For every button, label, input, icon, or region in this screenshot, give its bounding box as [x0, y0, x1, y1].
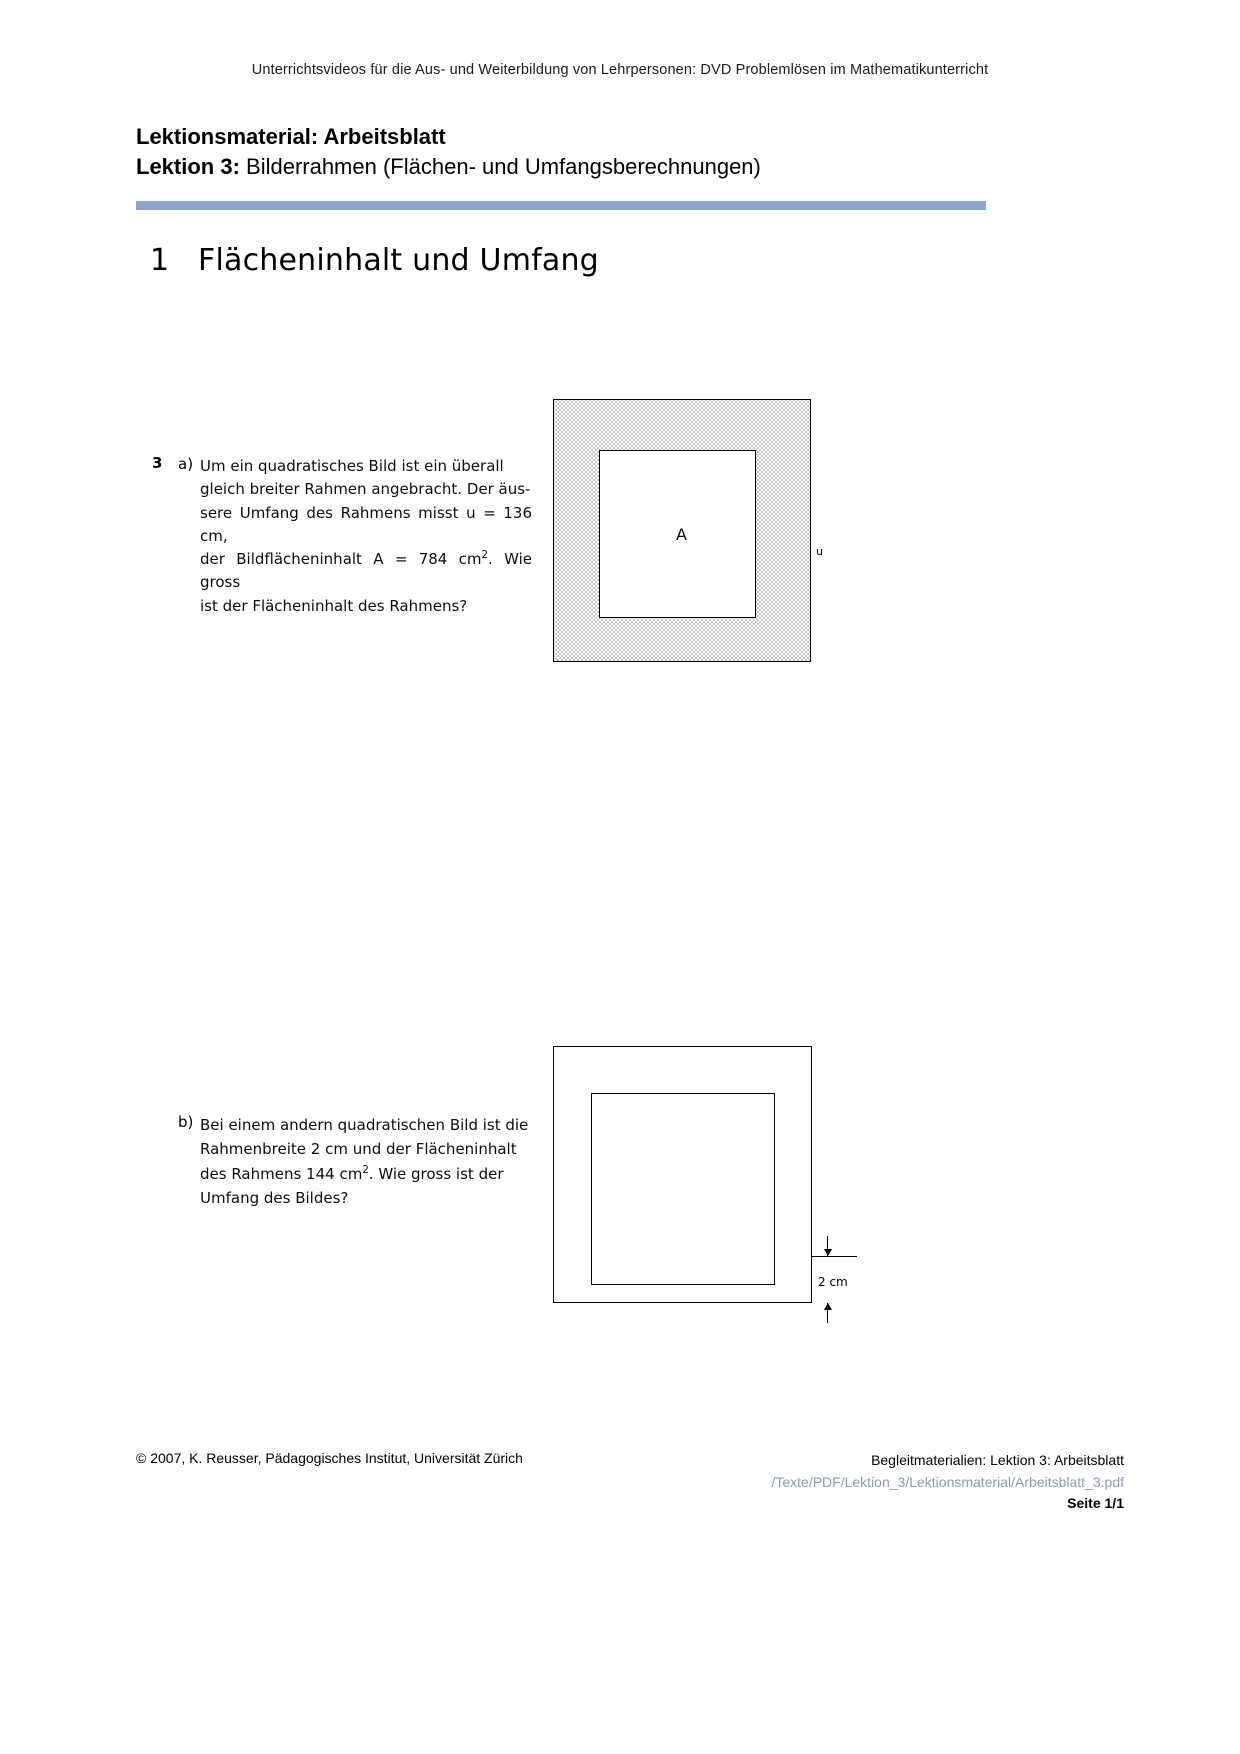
task-b-line-4: Umfang des Bildes?: [200, 1188, 349, 1207]
lesson-label: Lektion 3:: [136, 153, 240, 179]
figure-b-dimension-label: 2 cm: [818, 1275, 848, 1289]
footer-page-number: Seite 1/1: [1067, 1495, 1124, 1512]
task-a-line-5: ist der Flächeninhalt des Rahmens?: [200, 596, 468, 615]
task-a-line-1: Um ein quadratisches Bild ist ein überall: [200, 457, 504, 475]
task-letter-b: b): [178, 1113, 194, 1131]
footer-material-line: Begleitmaterialien: Lektion 3: Arbeitsblatt: [871, 1452, 1124, 1468]
figure-b-arrow-up-icon: [827, 1303, 828, 1323]
figure-a-area-label: A: [676, 525, 687, 544]
task-b-line-3: des Rahmens 144 $cm^2$. Wie gross ist der: [200, 1164, 504, 1183]
footer-right: [771, 1450, 1124, 1515]
lesson-topic: Bilderrahmen (Flächen- und Umfangsberechnungen): [239, 153, 761, 179]
task-a-text: [200, 455, 532, 618]
section-title: Flächeninhalt und Umfang: [198, 243, 599, 278]
task-a-line-4: der Bildflächeninhalt A = 784 $cm^2$. Wie gross: [200, 550, 532, 592]
title-block: [136, 122, 1036, 181]
figure-a-perimeter-label: u: [816, 545, 823, 558]
figure-b-arrow-down-icon: [827, 1236, 828, 1256]
task-b-line-1: Bei einem andern quadratischen Bild ist die: [200, 1116, 529, 1134]
figure-b-picture: [591, 1093, 775, 1285]
document-subtitle: [136, 152, 1036, 182]
footer-file-path: /Texte/PDF/Lektion_3/Lektionsmaterial/Arbeitsblatt_3.pdf: [771, 1473, 1124, 1490]
title-rule: [136, 201, 986, 210]
task-b-text: [200, 1113, 532, 1210]
running-head: Unterrichtsvideos für die Aus- und Weiterbildung von Lehrpersonen: DVD Problemlösen im Mathematikunterricht: [251, 62, 989, 78]
task-b-line-2: Rahmenbreite 2 cm und der Flächeninhalt: [200, 1140, 517, 1159]
footer-copyright: © 2007, K. Reusser, Pädagogisches Institut, Universität Zürich: [136, 1450, 523, 1466]
figure-b-dimension-line: [812, 1256, 857, 1257]
task-a-line-2: gleich breiter Rahmen angebracht. Der äus-: [200, 480, 531, 499]
figure-b-frame: [553, 1046, 812, 1303]
section-heading: [150, 243, 599, 278]
task-a-line-3: sere Umfang des Rahmens misst u = 136 cm,: [200, 503, 532, 545]
section-number: 1: [150, 243, 170, 278]
task-letter-a: a): [178, 455, 194, 473]
document-title: Lektionsmaterial: Arbeitsblatt: [136, 124, 446, 149]
task-number: 3: [152, 454, 163, 472]
